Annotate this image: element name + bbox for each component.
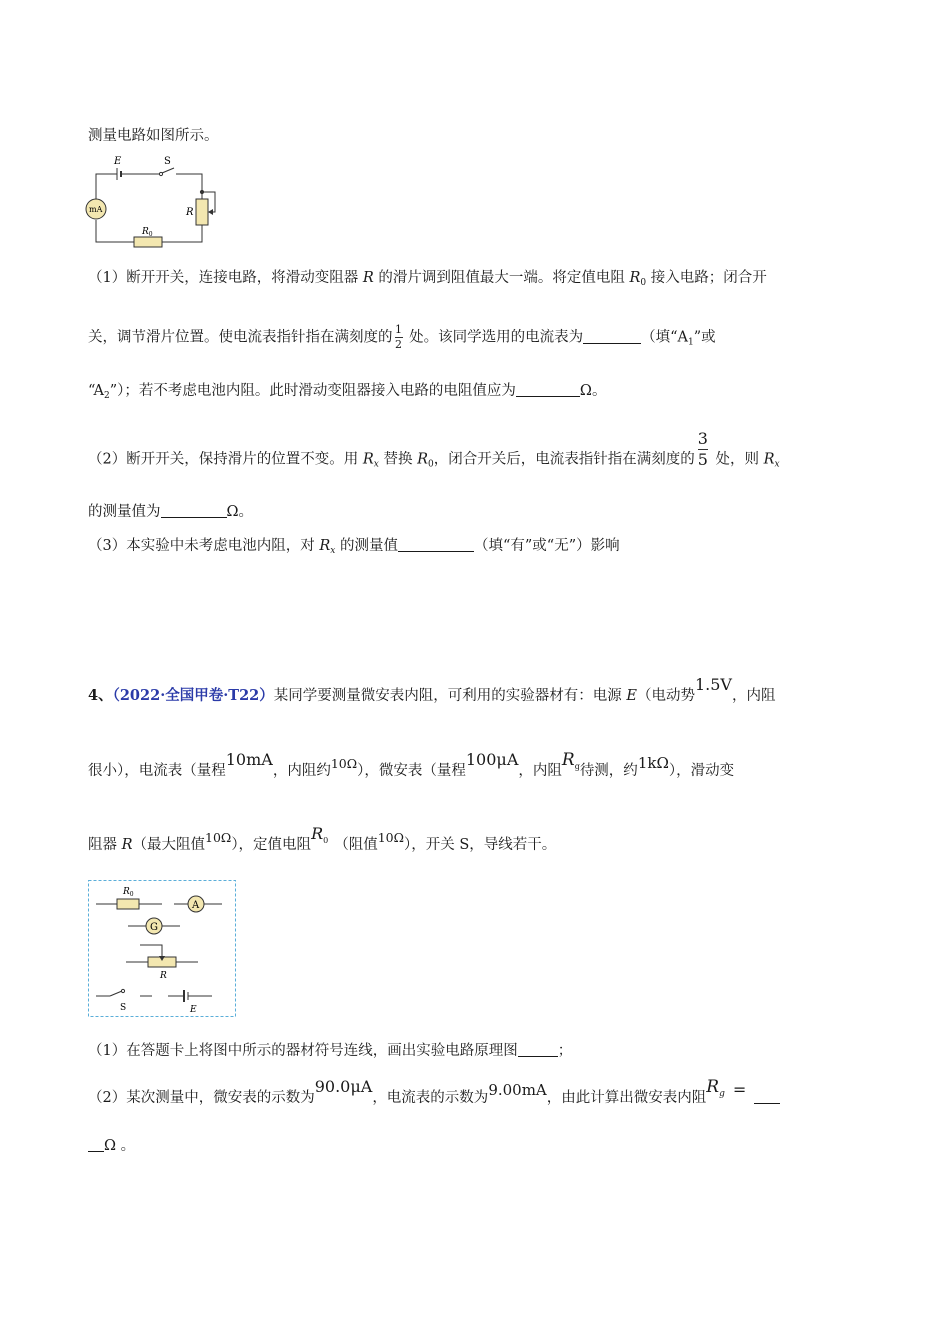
circuit2-A-label: A: [192, 900, 200, 911]
circuit2-S-label: S: [120, 1003, 127, 1013]
fraction-three-fifths: $\frac{3}{5}$: [697, 429, 708, 469]
answer-blank-rg-part1[interactable]: [754, 1089, 780, 1104]
q2-line1: （2）断开开关，保持滑片的位置不变。用 $R_x$ 替换 $R_0$，闭合开关后，电流表指针指在满刻度的 $\frac{3}{5}$ 处，则 $R_x$: [88, 429, 780, 470]
p4-line2: 很小），电流表（量程10mA，内阻约10Ω），微安表（量程100μA，内阻$R^g$待测，约1kΩ），滑动变: [88, 750, 735, 779]
circuit2-R0-label: $R_0$: [123, 887, 134, 898]
circuit1-meter-label: mA: [89, 205, 103, 214]
p4q2-line: （2）某次测量中，微安表的示数为90.0μA，电流表的示数为9.00mA，由此计算出微安表内阻$R^g$ =: [88, 1087, 780, 1110]
p4-line3: 阻器 R（最大阻值10Ω），定值电阻$R^0$ （阻值10Ω），开关 S，导线若干。: [88, 824, 557, 853]
answer-blank-rg-part2[interactable]: [88, 1137, 104, 1152]
source-tag: （2022·全国甲卷·T22）: [112, 687, 274, 704]
q1-line3: “$A_2$”）；若不考虑电池内阻。此时滑动变阻器接入电路的电阻值应为 Ω。: [88, 383, 607, 401]
q1-line1: （1）断开开关，连接电路，将滑动变阻器 R 的滑片调到阻值最大一端。将定值电阻 $R_0$ 接入电路；闭合开: [88, 270, 767, 288]
circuit1-E-label: E: [114, 156, 122, 167]
answer-blank-rx[interactable]: [161, 503, 227, 518]
p4q1-line: （1）在答题卡上将图中所示的器材符号连线，画出实验电路原理图 ；: [88, 1043, 573, 1059]
p4q2-line2: Ω 。: [88, 1136, 135, 1156]
circuit-diagram-1: [84, 152, 224, 252]
circuit2-G-label: G: [150, 922, 158, 933]
p4-line1: 4、（2022·全国甲卷·T22）某同学要测量微安表内阻，可利用的实验器材有：电源 E（电动势1.5V，内阻: [88, 675, 776, 704]
circuit2-E-label: E: [190, 1005, 197, 1015]
answer-blank-diagram[interactable]: [518, 1042, 558, 1057]
fraction-one-half: $\frac{1}{2}$: [395, 323, 402, 351]
circuit1-S-label: S: [164, 156, 171, 167]
q3-line: （3）本实验中未考虑电池内阻，对 $R_x$ 的测量值 （填“有”或“无”）影响: [88, 538, 620, 556]
circuit2-R-label: R: [160, 971, 167, 981]
answer-blank-effect[interactable]: [398, 537, 474, 552]
answer-blank-ammeter[interactable]: [583, 329, 641, 344]
q1-line2: 关，调节滑片位置。使电流表指针指在满刻度的 $\frac{1}{2}$ 处。该同学选用的电流表为 （填“$A_1$”或: [88, 323, 716, 351]
answer-blank-resistance[interactable]: [516, 382, 580, 397]
circuit1-R0-label: $R_0$: [142, 227, 153, 238]
q2-line2: 的测量值为 Ω。: [88, 504, 254, 520]
circuit1-R-label: R: [186, 207, 194, 218]
intro-text: 测量电路如图所示。: [88, 128, 219, 144]
circuit-components-diagram: [88, 880, 236, 1018]
